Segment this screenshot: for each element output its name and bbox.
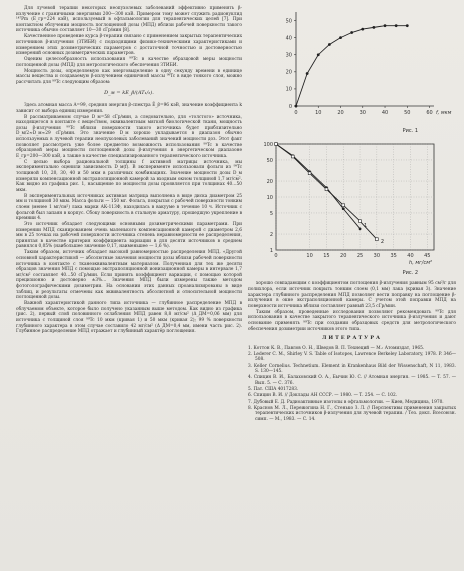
x-tick-label: 30 bbox=[373, 253, 381, 260]
reference-item: 2. Lederer C. M., Shirley V. S. Table of Isotopes, Lawrence Berkeley Laboratory, 1978. P. 346—508. bbox=[248, 351, 456, 363]
data-point bbox=[328, 43, 331, 46]
y-tick-label: 50 bbox=[285, 18, 292, 25]
left-column bbox=[16, 6, 242, 335]
figure-2 bbox=[248, 138, 456, 276]
reference-list bbox=[248, 346, 456, 423]
data-point bbox=[342, 204, 345, 207]
plot-frame bbox=[276, 144, 434, 250]
y-tick-label: 20 bbox=[266, 179, 273, 186]
reference-item: 1. Коттон К. В., Павлов О. Н., Шведов В. П. Технеций — М.: Атомиздат, 1965. bbox=[248, 345, 425, 351]
y-tick-label: 0 bbox=[288, 103, 292, 110]
y-tick-label: 100 bbox=[263, 141, 273, 148]
x-tick-label: 40 bbox=[381, 110, 389, 116]
data-point bbox=[406, 24, 409, 27]
data-point bbox=[325, 188, 328, 191]
data-point bbox=[291, 155, 294, 158]
reference-item: 8. Краснов М. Л., Пережогина Н. Г., Стенько З. Л. // Перспективы применения закрытых терапевтических источников β-излучения для лучевой терапии. / Тез. докл. Всесоюзн. симп. — М., 1983. — С. 14. bbox=[248, 405, 456, 422]
data-point bbox=[339, 36, 342, 39]
data-point bbox=[306, 72, 309, 75]
data-point bbox=[373, 26, 376, 29]
x-tick-label: 25 bbox=[356, 253, 364, 260]
figure-1-caption: Рис. 1 bbox=[402, 127, 418, 134]
y-tick-label: 10 bbox=[285, 86, 292, 93]
y-tick-label: 40 bbox=[285, 35, 292, 42]
paragraph: Важной характеристикой данного типа источника — глубинное распределение МПД в облучаемом объекте, которое было получено указанным выше методом. Как видно из графика (рис. 2), первый слой половинного ослабления МПД равен 8,8 мг/см² (Δ_ДМ=0,06 мм) для источника с толщиной слоя ⁹⁹Tc 10 мкм (кривая 1) и 50 мкм (кривая 2); 99 % поверхности глубинного характера в этом случае составило 42 мг/см² (Δ_ДМ=0,4 мм, имени часть рис. 2). Глубинное распределение МПД отражает и глубинный характер поглощения. bbox=[16, 301, 242, 335]
y-tick-label: 50 bbox=[266, 157, 273, 164]
series-label: 1 bbox=[364, 223, 368, 230]
figure-1-chart bbox=[248, 6, 456, 124]
paragraph: В рассматриваемом случае D_м=58 сГр/мин, а следовательно, для «толстого» источника, находящегося в контакте с веществом, эквивалентным мягкой биологической ткани, мощность дозы β-излучения ⁹⁹Tc вблизи поверхности такого источника будет приблизительно D_м/2≈D_м≈29 сГр/мин. Это значение D_м хорошо укладывается в диапазон обычно используемых в лучевой терапии неопухолевых заболеваний значений мощности доз. Этот факт позволяет рассмотреть уже более предметно возможность использования ⁹⁹Tc в качестве образцовой меры мощности поглощенной дозы β-излучения в энергетическом диапазоне E_гр=200—300 кэВ, а также в качестве специализированного терапевтического источника. bbox=[16, 114, 242, 159]
paragraph: Мощность дозы, определяемую как энерговыделение в одну секунду времени в единице массы вещества и создаваемую β-излучением единичной массы ⁹⁹Tc в виде тонкого слоя, можно рассчитать для ⁹⁹Tc следующим образом: bbox=[16, 68, 242, 85]
paragraph: Таким образом, источник обладает высокой равномерностью распределения МПД. «Другой основной характеристикой — абсолютные значения мощности дозы вблизи рабочей поверхности источника в контакте с тканеэквивалентным материалом. Полученная для тех же десяти образцов значения МПД с помощью экстраполяционной ионизационной камеры в интервале 1,7 мг/см² составляет 40…50 сГр/мин. Если принять коэффициент вариации, с помощью которой прецизионно и достоверно ±3%... Значения МПД были измерены также методом фотоголографическими дозиметрии. На основании этих данных проанализированы в виде таблиц, и результаты отмечены как эквивалентность абсолютной и относительной мощности поглощенной дозы. bbox=[16, 250, 242, 301]
y-tick-label: 30 bbox=[285, 52, 292, 59]
x-tick-label: 10 bbox=[306, 253, 313, 260]
paragraph: Оценим целесообразность использования ⁹⁹Tc в качестве образцовой меры мощности поглощенной дозы (МПД) для метрологического обеспечения ЗТИБИ. bbox=[16, 57, 242, 68]
y-tick-label: 1 bbox=[269, 247, 273, 254]
paragraph: Здесь атомная масса A=99, средняя энергия β-спектра Ē_β=96 кэВ, значение коэффициента k зависит от выбора единиц измерения. bbox=[16, 103, 242, 114]
reference-item: 7. Дубовый Е. Д. Радиоактивные изотопы в офтальмологии. — Киев, Медицина, 1970. bbox=[248, 399, 444, 405]
data-point bbox=[275, 143, 278, 146]
data-point bbox=[317, 53, 320, 56]
data-point bbox=[350, 31, 353, 34]
figure-2-chart bbox=[248, 138, 456, 266]
paragraph: Для лучевой терапии некоторых неопухолевых заболеваний эффективно применять β-излучение с граничными энергиями 200—300 кэВ. Примером тому может служить радионуклид ¹⁴⁷Pm (E_гр=224 кэВ), используемый в офтальмологии для терапевтических целей [7]. При контактном облучении мощность поглощенной дозы (МПД) вблизи рабочей поверхности такого источника обычно составляет 10—30 сГр/мин [8]. bbox=[16, 6, 242, 34]
y-tick-label: 2 bbox=[269, 232, 273, 239]
data-point bbox=[359, 228, 362, 231]
paragraph: Это источник обладает следующими основными дозиметрическими параметрами. При измерении МПД сканированием очень маленького компенсационной камерой с диаметром 2,6 мм в 25 точках на рабочей поверхности источника степень неравномерности ее распределения, принятая в качестве критерия коэффициента вариации в для десяти источников в среднем равнялся 0,05% (наибольшее значение 0,17, наименьшее — 1,6 %). bbox=[16, 222, 242, 250]
figure-2-caption: Рис. 2 bbox=[402, 269, 418, 276]
x-tick-label: 45 bbox=[424, 253, 431, 260]
data-point bbox=[395, 24, 398, 27]
data-point bbox=[342, 208, 345, 211]
figure-1 bbox=[248, 6, 456, 134]
paragraph: Таким образом, проведенные исследования позволяют рекомендовать ⁹⁹Tc для использования в качестве закрытого терапевтического источника β-излучения и дают основание применять ⁹⁹Tc при создании образцовых средств для метрологического обеспечения дозиметрии источников этого типа. bbox=[248, 309, 456, 332]
y-tick-label: 5 bbox=[269, 210, 273, 217]
series-label: 2 bbox=[380, 239, 385, 246]
data-point bbox=[384, 24, 387, 27]
data-point bbox=[308, 172, 311, 175]
reference-item: 3. Keller Cornelius. Technetium. Element in Krankenhaus Bild der Wissenschaft, N 11, 1983. S. 130—145. bbox=[248, 363, 456, 375]
paragraph: В экспериментальных источниках активная матрица выполнена в виде диска диаметром 25 мм и толщиной 30 мкм. Масса фольги — 150 мг. Фольга, покрытая с рабочей поверхности тонким слоем (менее 1 мг/см²) лака марки АК-113Ф, находилась в вакууме в течение 10 ч. Источник с фольгой был запаян в корпус. Сбоку поверхность в стальную арматуру, прошедшую укрепление в кремнии 4. bbox=[16, 193, 242, 222]
data-point bbox=[375, 238, 378, 241]
data-point bbox=[359, 220, 362, 223]
x-tick-label: 40 bbox=[407, 253, 414, 260]
x-tick-label: 20 bbox=[340, 253, 347, 260]
x-tick-label: 30 bbox=[359, 110, 366, 116]
x-tick-label: 60 bbox=[426, 110, 433, 116]
x-axis-label: f, мкм bbox=[436, 110, 452, 116]
x-tick-label: 10 bbox=[315, 110, 322, 116]
paragraph: Качественное проведение курса β-терапии связано с применением закрытых терапевтических источников β-излучения (ЗТИБИ) с подходящими физико-техническими характеристиками и измерением этих дозиметрических параметров с достаточной точностью и достоверностью измерений основных дозиметрических параметров. bbox=[16, 34, 242, 57]
y-tick-label: 20 bbox=[285, 69, 292, 76]
reference-item: 6. Спицин В. И. // Доклады АН СССР. — 1980. — Т. 254. — С. 102. bbox=[248, 393, 398, 399]
data-point bbox=[361, 28, 364, 31]
y-tick-label: 10 bbox=[266, 194, 273, 201]
x-axis-label: h, мг/см² bbox=[409, 260, 432, 267]
x-tick-label: 15 bbox=[323, 253, 330, 260]
x-tick-label: 50 bbox=[404, 110, 411, 116]
literature-heading: ЛИТЕРАТУРА bbox=[321, 335, 383, 342]
data-point bbox=[295, 105, 298, 108]
x-tick-label: 0 bbox=[274, 253, 278, 260]
paragraph: хорошо совпадающим с коэффициентом поглощения β-излучения равным 95 см²/г для полихлора, если источник покрыть тонким слоем (0,1 мм) лака (кривая 3). Значение характера глубинного распределения МПД позволяет вести поправку на поглощение β-излучения в окне экстраполяционной камеры. С учетом этой поправки МПД на поверхности источника вблизи составляет равный 23,5 сГр/мин. bbox=[248, 281, 456, 309]
reference-item: 5. Пат. США 4017283. bbox=[248, 387, 299, 393]
reference-item: 4. Спицин В. И., Балаховский О. А., Бычин Ю. С. // Атомная энергия. — 1985. — Т. 57. — Вып. 5. — С. 376. bbox=[248, 375, 456, 387]
formula: D_м = kE_β/(AT₁/₂). bbox=[104, 90, 154, 97]
paragraph: С целью выбора рациональной толщины f активной матрицы источника, мы экспериментально оценили зависимость D_м(f). В эксперименте использовали фольги из ⁹⁹Tc толщиной 10, 20, 30, 40 и 50 мкм в различных комбинациях. Значение мощности дозы D_м измеряли компенсационной экстраполяционной камерой за входным окном толщиной 1,7 мг/см². Как видно из графика рис. 1, насыщение по мощности дозы проявляется при толщинах 40…50 мкм. bbox=[16, 159, 242, 193]
x-tick-label: 20 bbox=[337, 110, 344, 116]
right-column bbox=[248, 6, 456, 423]
x-tick-label: 0 bbox=[294, 110, 298, 116]
series-line bbox=[296, 26, 407, 106]
series-line bbox=[276, 144, 360, 229]
x-tick-label: 35 bbox=[390, 253, 397, 260]
